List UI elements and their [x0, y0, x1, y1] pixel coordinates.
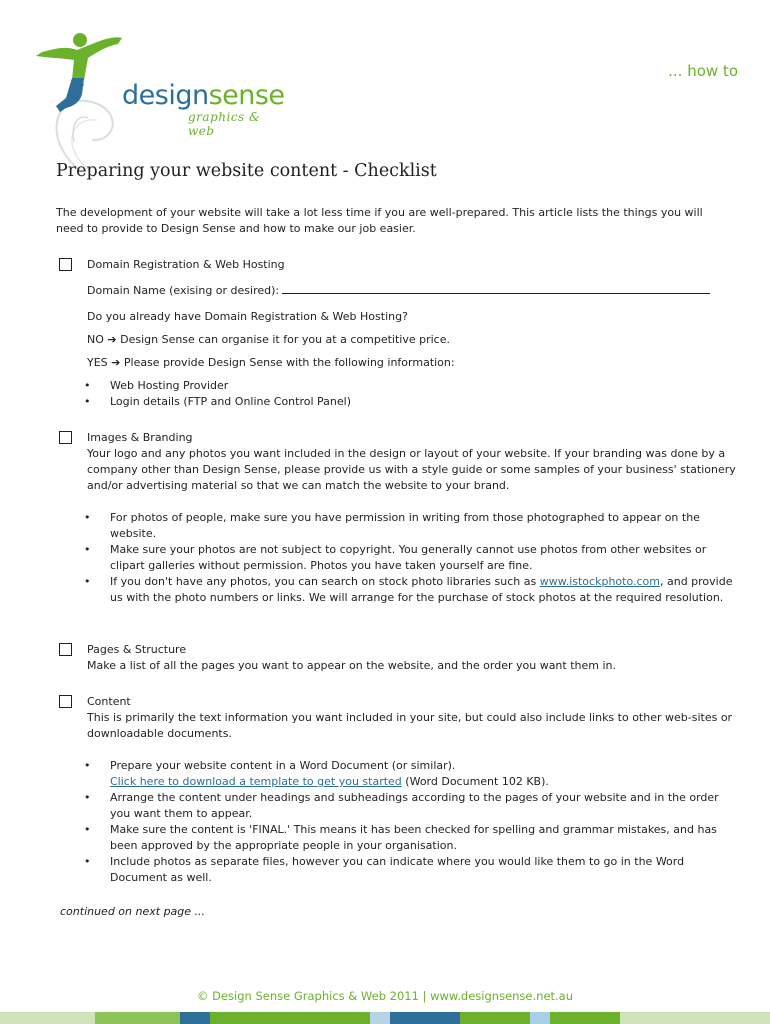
domain-list	[56, 378, 736, 410]
checkbox-content[interactable]	[59, 695, 72, 708]
section-pages	[56, 642, 736, 674]
section-pages-heading: Pages & Structure	[87, 643, 187, 656]
istock-pre-text: If you don't have any photos, you can search on stock photo libraries such as	[110, 575, 540, 588]
download-template-link[interactable]: Click here to download a template to get you started	[110, 775, 402, 788]
logo	[22, 22, 285, 172]
section-content	[56, 694, 736, 886]
section-images-body: Your logo and any photos you want included in the design or layout of your website. If your branding was done by a company other than Design Sense, please provide us with a style guide or some samples of your business' stationery and/or advertising material so that we can match the website to your brand.	[87, 447, 736, 492]
yes-label: YES	[87, 356, 108, 369]
yes-text: Please provide Design Sense with the following information:	[123, 356, 455, 369]
content-list	[56, 758, 736, 886]
no-label: NO	[87, 333, 104, 346]
section-content-heading: Content	[87, 695, 131, 708]
domain-question: Do you already have Domain Registration & Web Hosting?	[87, 310, 408, 323]
content-item1-text: Prepare your website content in a Word Document (or similar).	[110, 759, 456, 772]
list-item: • Web Hosting Provider	[56, 378, 736, 394]
arrow-right-icon: ➔	[107, 333, 117, 346]
list-item: • Include photos as separate files, however you can indicate where you would like them to go in the Word Document as well.	[56, 854, 736, 886]
list-item: • Arrange the content under headings and subheadings according to the pages of your website and in the order you want them to appear.	[56, 790, 736, 822]
domain-name-label: Domain Name (exising or desired):	[87, 284, 280, 297]
section-images	[56, 430, 736, 606]
checkbox-domain[interactable]	[59, 258, 72, 271]
brand-wordmark	[122, 80, 285, 111]
section-domain-heading: Domain Registration & Web Hosting	[87, 258, 285, 271]
section-pages-body: Make a list of all the pages you want to appear on the website, and the order you want them in.	[87, 659, 616, 672]
no-text: Design Sense can organise it for you at a competitive price.	[120, 333, 450, 346]
list-item: • Login details (FTP and Online Control Panel)	[56, 394, 736, 410]
section-domain	[56, 257, 736, 410]
istockphoto-link[interactable]: www.istockphoto.com	[539, 575, 660, 588]
domain-yes-row	[87, 355, 736, 371]
brand-tagline: graphics & web	[188, 110, 261, 138]
domain-no-row	[87, 332, 736, 348]
footer: © Design Sense Graphics & Web 2011 | www.designsense.net.au	[196, 989, 574, 1003]
istock-post-text: , and provide us with the photo numbers or links. We will arrange for the purchase of stock photos at the required resolution.	[110, 575, 733, 604]
arrow-right-icon: ➔	[111, 356, 121, 369]
intro-paragraph: The development of your website will take a lot less time if you are well-prepared. This article lists the things you will need to provide to Design Sense and how to make our job easier.	[56, 206, 703, 235]
list-item: • Make sure the content is 'FINAL.' This means it has been checked for spelling and grammar mistakes, and has been approved by the appropriate people in your organisation.	[56, 822, 736, 854]
list-item	[56, 758, 736, 790]
continued-note: continued on next page ...	[60, 905, 206, 918]
howto-label: ... how to	[668, 62, 738, 80]
page-title: Preparing your website content - Checklist	[56, 161, 437, 181]
brand-word-design: design	[122, 80, 209, 111]
checkbox-images[interactable]	[59, 431, 72, 444]
section-images-heading: Images & Branding	[87, 431, 193, 444]
content-item1-post: (Word Document 102 KB).	[401, 775, 549, 788]
section-content-body: This is primarily the text information you want included in your site, but could also include links to other web-sites or downloadable documents.	[87, 711, 733, 740]
footer-color-bar	[0, 1012, 770, 1024]
brand-word-sense: sense	[208, 80, 285, 111]
domain-name-input[interactable]	[282, 283, 710, 294]
images-list	[56, 510, 736, 606]
domain-name-row	[87, 283, 736, 299]
checkbox-pages[interactable]	[59, 643, 72, 656]
list-item	[56, 574, 736, 606]
list-item: • Make sure your photos are not subject to copyright. You generally cannot use photos from other websites or clipart galleries without permission. Photos you have taken yourself are fine.	[56, 542, 736, 574]
list-item: • For photos of people, make sure you have permission in writing from those photographed to appear on the website.	[56, 510, 736, 542]
